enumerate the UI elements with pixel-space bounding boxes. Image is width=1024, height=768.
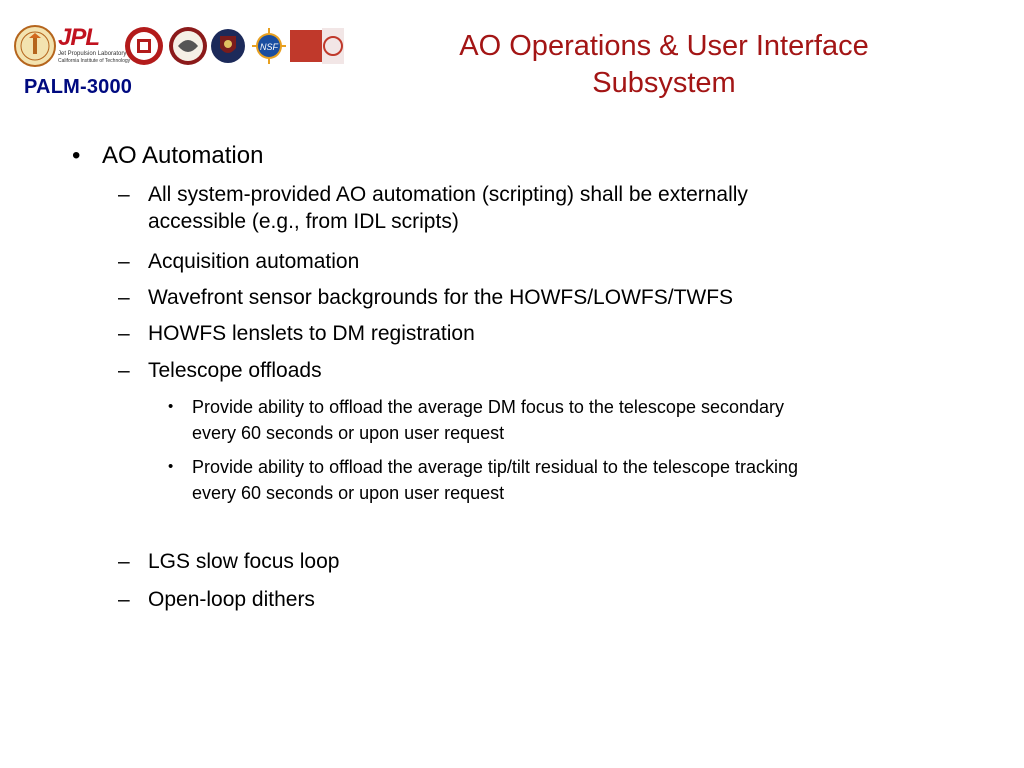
sub-item-text: Acquisition automation — [148, 250, 360, 273]
sub-item-text-line: accessible (e.g., from IDL scripts) — [148, 210, 459, 233]
sub-item-text-line: All system-provided AO automation (scripting) shall be externally — [148, 183, 748, 206]
dash-marker: – — [118, 286, 130, 309]
dash-marker: – — [118, 550, 130, 573]
sub-sub-item-text-line: every 60 seconds or upon user request — [192, 483, 505, 503]
sub-item-text — [148, 181, 948, 235]
project-label: PALM-3000 — [24, 76, 133, 98]
bullet-text: AO Automation — [102, 142, 264, 169]
dash-marker: – — [118, 588, 130, 611]
sub-sub-item-text — [192, 394, 982, 446]
sub-sub-item-text-line: Provide ability to offload the average tip/tilt residual to the telescope tracking — [192, 457, 799, 477]
dash-marker: – — [118, 322, 130, 345]
sub-item-text: Telescope offloads — [148, 359, 322, 382]
dash-marker: – — [118, 250, 130, 273]
sub-sub-item-text-line: Provide ability to offload the average DM focus to the telescope secondary — [192, 397, 785, 417]
sub-item-text: Wavefront sensor backgrounds for the HOWFS/LOWFS/TWFS — [148, 286, 734, 309]
slide-title-line-2: Subsystem — [592, 67, 736, 99]
sub-item-text: LGS slow focus loop — [148, 550, 340, 573]
slide-title-line-1: AO Operations & User Interface — [459, 30, 869, 62]
dash-marker: – — [118, 359, 130, 382]
sub-item-text: Open-loop dithers — [148, 588, 315, 611]
dot-marker: • — [168, 398, 174, 415]
jpl-logo-subtext-2: California Institute of Technology — [58, 58, 131, 64]
dot-marker: • — [168, 458, 174, 475]
svg-text:NSF: NSF — [260, 42, 278, 52]
sub-sub-item-text-line: every 60 seconds or upon user request — [192, 423, 505, 443]
sub-item-text: HOWFS lenslets to DM registration — [148, 322, 475, 345]
jpl-logo-subtext: Jet Propulsion Laboratory — [58, 51, 127, 57]
bullet-marker: • — [72, 142, 81, 169]
dash-marker: – — [118, 183, 130, 206]
jpl-logo-text: JPL — [58, 24, 100, 51]
sub-sub-item-text — [192, 454, 982, 506]
